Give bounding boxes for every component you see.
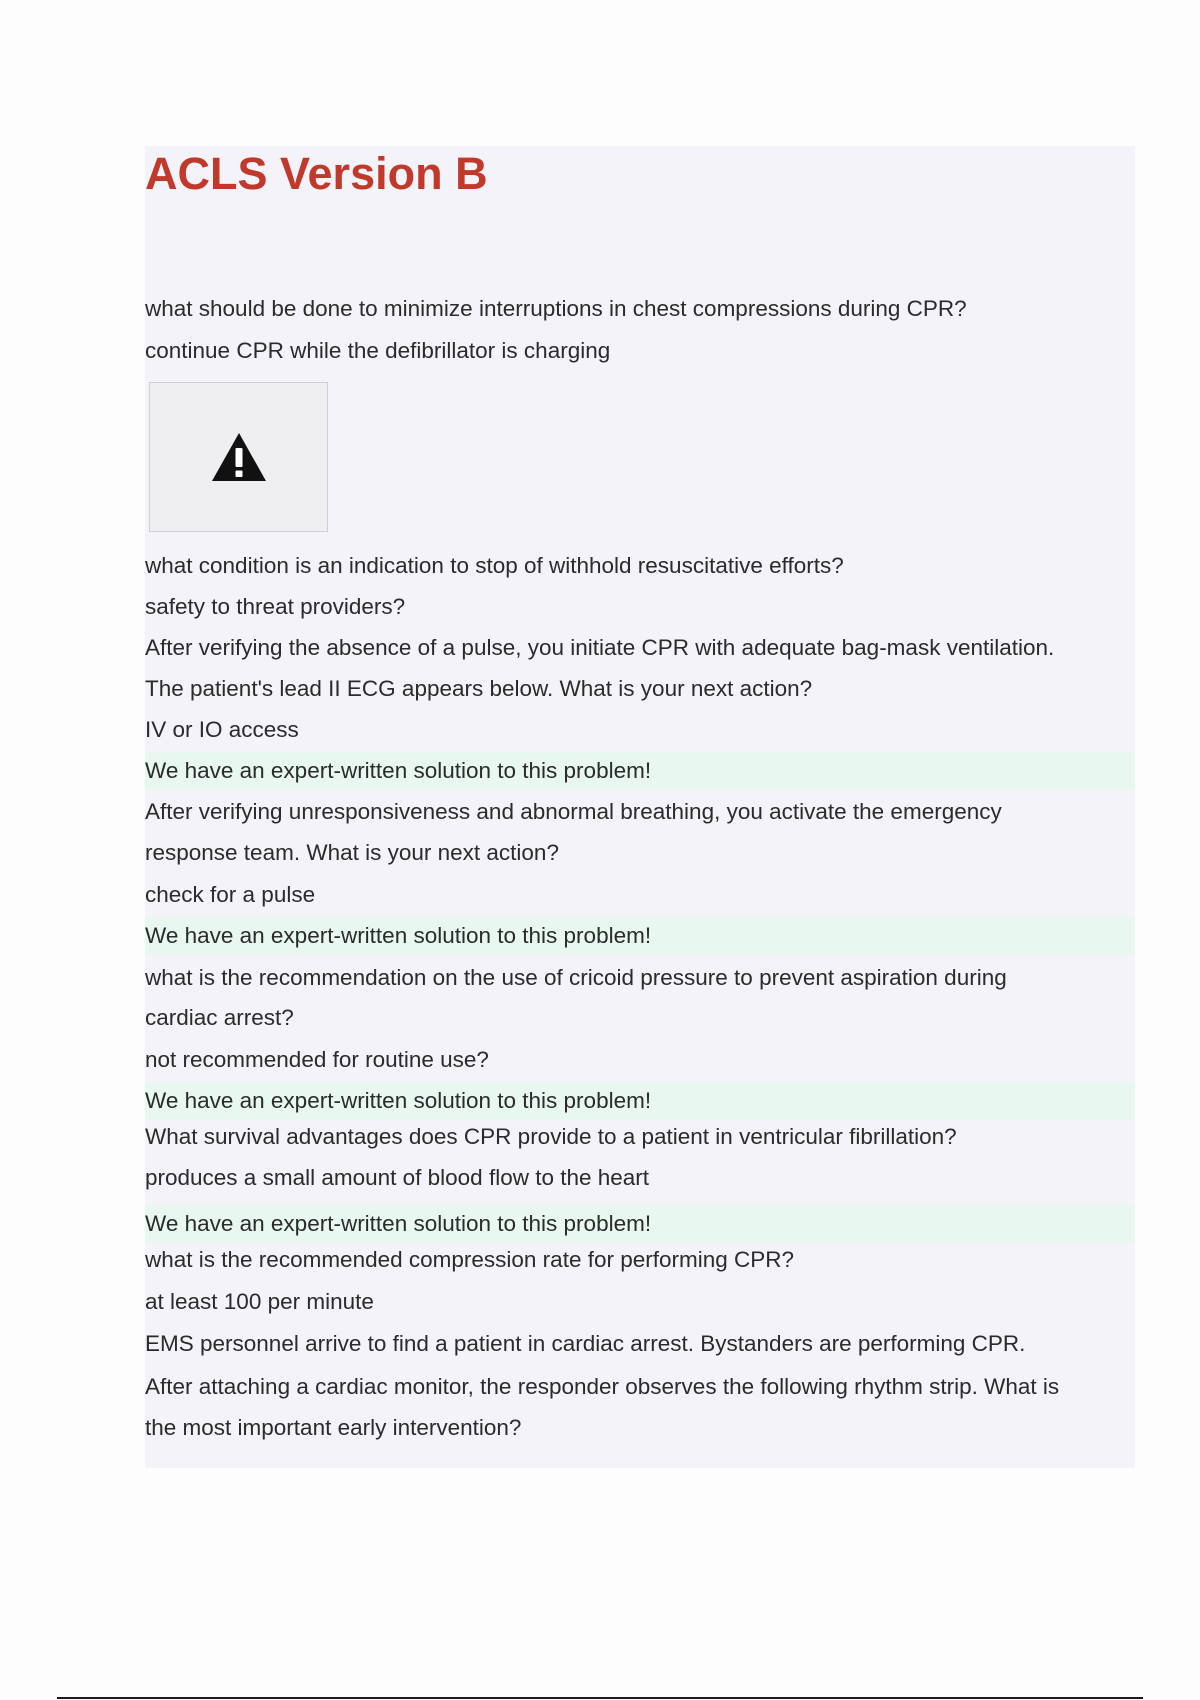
question-text: cardiac arrest? (145, 1005, 294, 1030)
expert-solution-banner[interactable]: We have an expert-written solution to this problem! (145, 1082, 1135, 1120)
warning-icon (210, 431, 268, 483)
expert-solution-banner[interactable]: We have an expert-written solution to this problem! (145, 1205, 1135, 1243)
question-text: After attaching a cardiac monitor, the responder observes the following rhythm strip. What is (145, 1374, 1060, 1399)
expert-solution-banner[interactable]: We have an expert-written solution to this problem! (145, 917, 1135, 955)
question-text: After verifying unresponsiveness and abnormal breathing, you activate the emergency (145, 799, 1002, 824)
answer-text: safety to threat providers? (145, 594, 406, 619)
answer-text: check for a pulse (145, 882, 316, 907)
question-text: What survival advantages does CPR provide to a patient in ventricular fibrillation? (145, 1124, 957, 1149)
footer-rule (57, 1697, 1143, 1699)
question-text: what is the recommended compression rate for performing CPR? (145, 1247, 795, 1272)
question-text: the most important early intervention? (145, 1415, 522, 1440)
answer-text: not recommended for routine use? (145, 1047, 489, 1072)
answer-text: IV or IO access (145, 717, 299, 742)
answer-text: produces a small amount of blood flow to the heart (145, 1165, 650, 1190)
question-text: The patient's lead II ECG appears below. What is your next action? (145, 676, 813, 701)
question-text: what should be done to minimize interruptions in chest compressions during CPR? (145, 296, 967, 321)
answer-text: continue CPR while the defibrillator is charging (145, 338, 611, 363)
expert-solution-banner[interactable]: We have an expert-written solution to this problem! (145, 752, 1135, 790)
question-text: response team. What is your next action? (145, 840, 559, 865)
document-title: ACLS Version B (145, 148, 488, 199)
question-text: what is the recommendation on the use of cricoid pressure to prevent aspiration during (145, 965, 1007, 990)
document-page (145, 146, 1135, 1468)
answer-text: at least 100 per minute (145, 1289, 374, 1314)
question-text: what condition is an indication to stop of withhold resuscitative efforts? (145, 553, 844, 578)
question-text: After verifying the absence of a pulse, you initiate CPR with adequate bag-mask ventilation. (145, 635, 1055, 660)
image-placeholder (149, 382, 328, 532)
question-text: EMS personnel arrive to find a patient in cardiac arrest. Bystanders are performing CPR. (145, 1331, 1026, 1356)
